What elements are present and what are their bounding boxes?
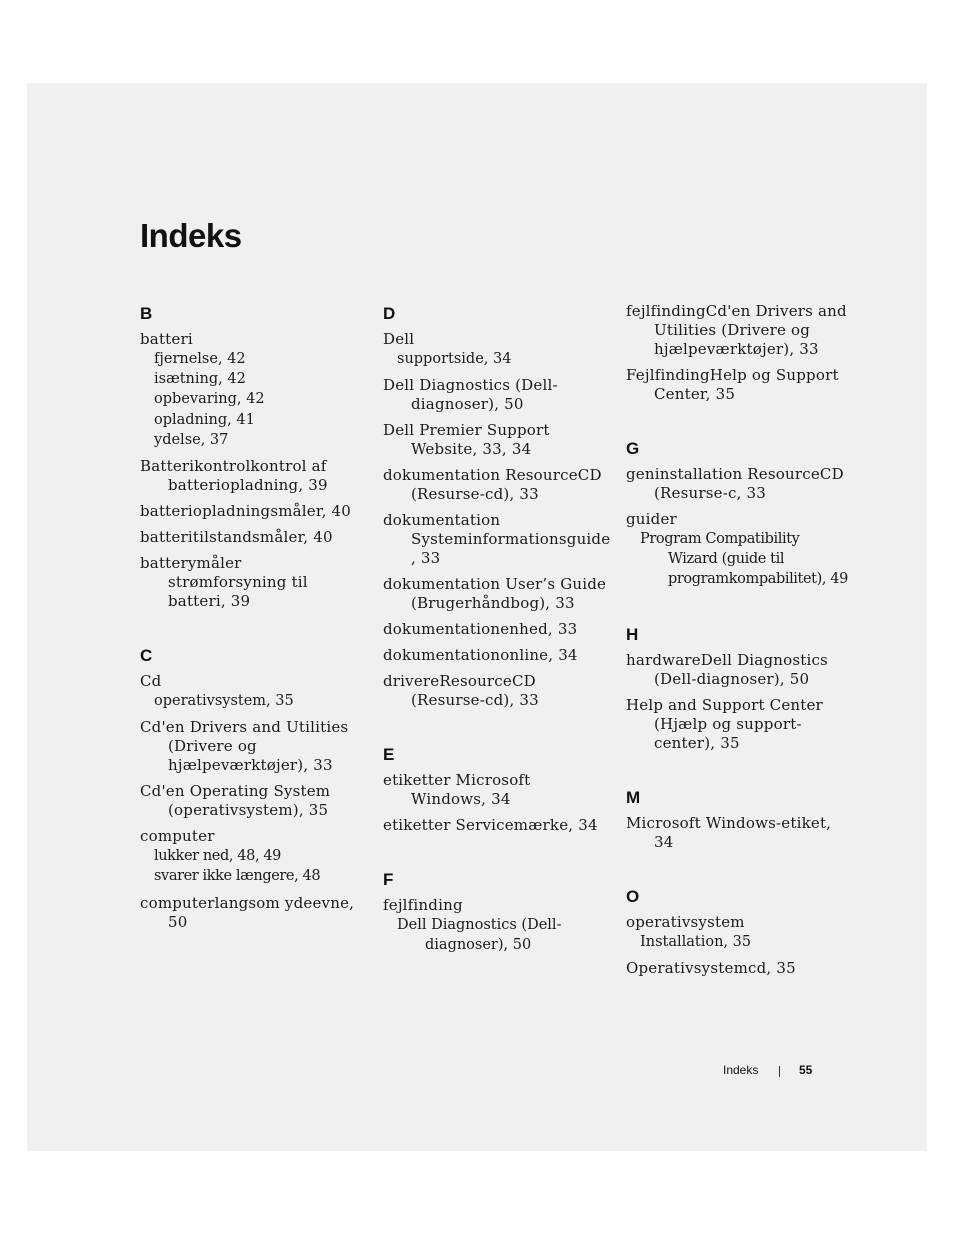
section-letter: B <box>140 304 153 323</box>
entry-subterm: lukker ned, 48, 49 <box>154 848 282 865</box>
entry-term: dokumentationenhed, 33 <box>383 620 578 639</box>
entry-term: batteritilstandsmåler, 40 <box>140 528 333 547</box>
entry-term: Help and Support Center (Hjælp og support-center), 35 <box>626 695 823 752</box>
index-entry <box>140 827 362 886</box>
entry-term: drivereResourceCD (Resurse-cd), 33 <box>383 672 539 710</box>
entry-subterm: Dell Diagnostics (Dell-diagnoser), 50 <box>397 917 562 954</box>
index-section-h <box>626 623 848 753</box>
index-entry <box>383 330 607 369</box>
section-letter: C <box>140 646 153 666</box>
entry-term: dokumentation Systeminformationsguide , 33 <box>383 511 611 568</box>
entry-term: dokumentationonline, 34 <box>383 646 578 665</box>
index-section-c <box>140 644 362 932</box>
entry-term: hardwareDell Diagnostics (Dell-diagnoser), 50 <box>626 650 828 688</box>
index-entry <box>626 366 848 404</box>
entry-term: Dell <box>383 330 415 348</box>
index-section-o <box>626 885 848 978</box>
index-section-d <box>383 302 611 710</box>
entry-term: fejlfinding <box>383 896 463 915</box>
entry-term: Operativsystemcd, 35 <box>626 958 796 977</box>
index-entry <box>383 896 607 955</box>
entry-term: batterymåler strømforsyning til batteri, 39 <box>140 554 308 611</box>
entry-subterm: isætning, 42 <box>154 371 246 388</box>
entry-term: batteriopladningsmåler, 40 <box>140 502 352 521</box>
entry-term: etiketter Microsoft Windows, 34 <box>383 771 531 809</box>
footer-label: Indeks <box>723 1063 759 1077</box>
entry-subterm: Program Compatibility Wizard (guide til programkompabilitet), 49 <box>640 531 848 588</box>
index-column-3 <box>626 302 848 1011</box>
footer-divider <box>779 1066 780 1077</box>
entry-term: Microsoft Windows-etiket, 34 <box>626 813 832 851</box>
index-entry <box>626 696 848 753</box>
index-entry <box>626 651 848 689</box>
index-entry <box>140 782 362 820</box>
index-entry <box>140 718 362 775</box>
index-entry <box>626 465 848 503</box>
page-number: 55 <box>799 1063 813 1077</box>
entry-subterm: svarer ikke længere, 48 <box>154 868 321 885</box>
index-section-b <box>140 302 362 611</box>
index-entry <box>140 502 362 521</box>
section-letter: H <box>626 624 639 644</box>
entry-subterm: ydelse, 37 <box>154 431 229 448</box>
entry-term: guider <box>626 510 677 528</box>
section-letter: O <box>626 886 640 906</box>
entry-subterm: opbevaring, 42 <box>154 391 265 408</box>
entry-term: batteri <box>140 330 193 348</box>
entry-term: Dell Premier Support Website, 33, 34 <box>383 421 550 459</box>
index-entry <box>626 913 848 952</box>
index-entry <box>140 554 362 611</box>
index-entry <box>626 302 848 359</box>
index-entry <box>140 894 362 932</box>
entry-term: geninstallation ResourceCD (Resurse-c, 33 <box>626 465 844 502</box>
index-entry <box>383 771 607 809</box>
index-entry <box>383 816 607 835</box>
entry-subterm: Installation, 35 <box>640 933 752 950</box>
entry-term: Cd'en Operating System (operativsystem), 35 <box>140 782 331 820</box>
index-section-f <box>383 868 607 955</box>
entry-subterm: fjernelse, 42 <box>154 351 246 367</box>
index-entry <box>140 330 362 450</box>
entry-term: computerlangsom ydeevne, 50 <box>140 893 355 931</box>
index-entry <box>626 814 848 852</box>
entry-term: computer <box>140 827 215 846</box>
page-title: Indeks <box>140 217 242 254</box>
entry-subterm: supportside, 34 <box>397 351 512 367</box>
index-entry <box>140 457 362 495</box>
entry-term: FejlfindingHelp og Support Center, 35 <box>626 366 839 403</box>
index-entry <box>383 376 607 414</box>
entry-term: dokumentation User’s Guide (Brugerhåndbog), 33 <box>383 575 607 613</box>
index-section-m <box>626 786 848 852</box>
entry-subterm: opladning, 41 <box>154 411 255 428</box>
entry-term: Batterikontrolkontrol af batteriopladning, 39 <box>140 457 328 495</box>
entry-term: fejlfindingCd'en Drivers and Utilities (Drivere og hjælpeværktøjer), 33 <box>626 302 847 358</box>
index-entry <box>383 421 607 459</box>
entry-subterm: operativsystem, 35 <box>154 693 294 710</box>
entry-term: operativsystem <box>626 912 745 931</box>
index-section-e <box>383 743 607 835</box>
section-letter: M <box>626 787 641 807</box>
entry-term: Dell Diagnostics (Dell-diagnoser), 50 <box>383 376 558 414</box>
index-section-g <box>626 437 848 590</box>
index-column-2 <box>383 302 611 989</box>
index-entry <box>626 510 848 590</box>
entry-term: etiketter Servicemærke, 34 <box>383 816 598 835</box>
index-entry <box>140 528 362 547</box>
entry-term: Cd'en Drivers and Utilities (Drivere og hjælpeværktøjer), 33 <box>140 718 349 775</box>
index-entry <box>383 511 611 568</box>
index-section-f-continued <box>626 302 848 404</box>
index-entry <box>140 672 362 711</box>
index-entry <box>626 959 848 978</box>
section-letter: G <box>626 439 640 458</box>
entry-term: dokumentation ResourceCD (Resurse-cd), 33 <box>383 466 602 504</box>
index-column-1 <box>140 302 362 965</box>
index-entry <box>383 466 607 504</box>
section-letter: E <box>383 745 395 765</box>
entry-term: Cd <box>140 672 162 691</box>
index-entry <box>383 646 607 665</box>
index-entry <box>383 672 607 710</box>
index-entry <box>383 575 607 613</box>
section-letter: F <box>383 870 394 890</box>
section-letter: D <box>383 304 396 323</box>
index-entry <box>383 620 607 639</box>
